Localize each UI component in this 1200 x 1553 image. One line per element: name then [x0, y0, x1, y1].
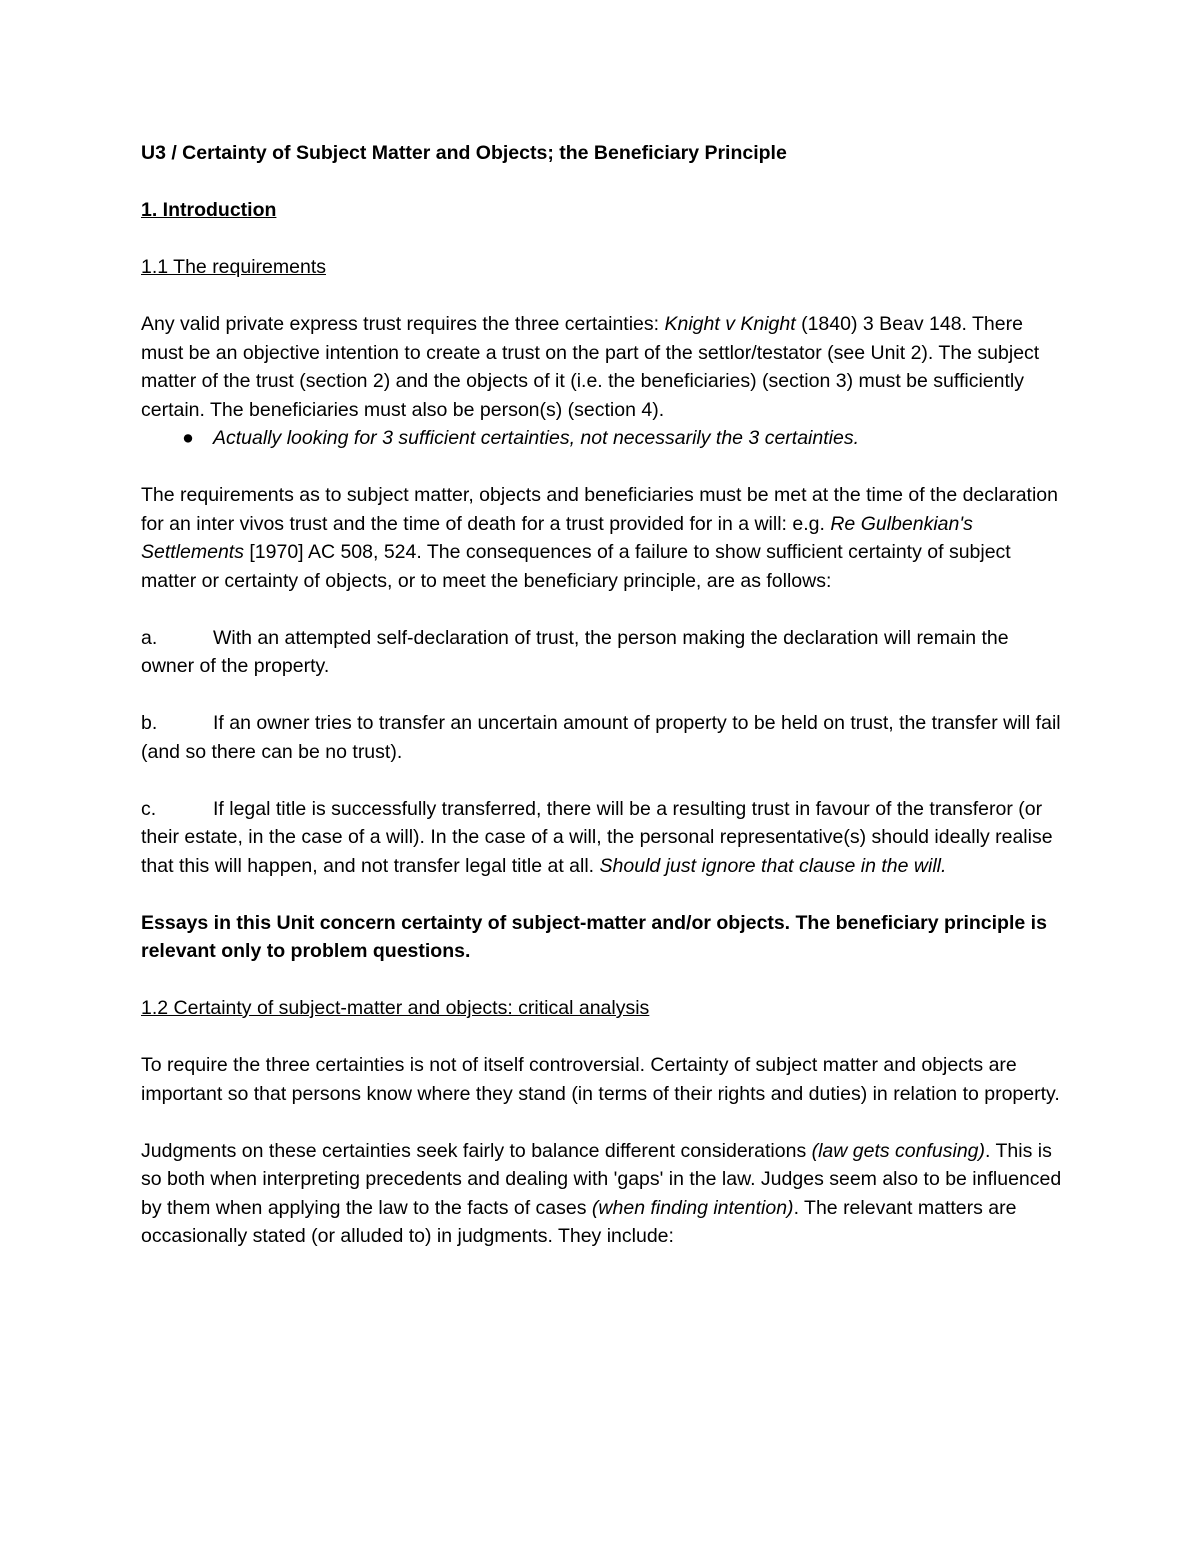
text-run: (1840) 3 Beav 148. There must be an objective intention to create a trust on the part of the settlor/testator (see Unit 2). The subject matter of the trust (section 2) and the objects of it (i.e. the beneficiaries) (section 3) must be sufficiently certain. The beneficiaries must also be person(s) (section 4). — [141, 313, 1040, 421]
text-run: [1970] AC 508, 524. The consequences of a failure to show sufficient certainty of subject matter or certainty of objects, or to meet the beneficiary principle, are as follows: — [141, 541, 1011, 592]
bullet-marker: ● — [182, 427, 194, 449]
text-run: Any valid private express trust requires the three certainties: — [141, 313, 665, 335]
spacer — [141, 225, 1066, 254]
text-run: Judgments on these certainties seek fairly to balance different considerations — [141, 1139, 812, 1162]
list-text: If an owner tries to transfer an uncertain amount of property to be held on trust, the transfer will fail (and so there can be no trust). — [141, 712, 1061, 763]
text-run: The requirements as to subject matter, objects and beneficiaries must be met at the time of the declaration for an inter vivos trust and the time of death for a trust provided for in a will: e.g. — [141, 484, 1058, 535]
list-letter: a. — [141, 626, 158, 649]
section-1-heading: 1. Introduction — [141, 199, 277, 221]
spacer — [141, 880, 1066, 909]
spacer — [141, 1108, 1066, 1137]
subsection-1-1-heading: 1.1 The requirements — [141, 256, 326, 278]
list-letter: c. — [141, 797, 157, 820]
spacer — [141, 168, 1066, 197]
spacer — [141, 595, 1066, 624]
list-item-a — [141, 624, 1066, 681]
timing-paragraph — [141, 481, 1066, 595]
requirements-paragraph — [141, 310, 1066, 424]
spacer — [141, 766, 1066, 795]
list-text: If legal title is successfully transferred, there will be a resulting trust in favour of the transferor (or their estate, in the case of a will). In the case of a will, the personal representative(s) should ideally realise that this will happen, and not transfer legal title at all. — [141, 797, 1053, 877]
list-item-b — [141, 709, 1066, 766]
essay-note: Essays in this Unit concern certainty of subject-matter and/or objects. The beneficiary principle is relevant only to problem questions. — [141, 911, 1047, 962]
analysis-paragraph-2 — [141, 1137, 1066, 1251]
list-text: With an attempted self-declaration of trust, the person making the declaration will remain the owner of the property. — [141, 626, 1009, 677]
spacer — [141, 453, 1066, 482]
analysis-paragraph-1: To require the three certainties is not of itself controversial. Certainty of subject matter and objects are important so that persons know where they stand (in terms of their rights and duties) in relation to property. — [141, 1054, 1060, 1105]
bullet-text: Actually looking for 3 sufficient certainties, not necessarily the 3 certainties. — [213, 427, 859, 449]
subsection-1-2-heading: 1.2 Certainty of subject-matter and objects: critical analysis — [141, 997, 650, 1019]
bullet-item — [141, 424, 1066, 453]
annotation-note: (when finding intention) — [591, 1196, 794, 1219]
text-run: . The relevant matters are occasionally stated (or alluded to) in judgments. They include: — [141, 1196, 1017, 1247]
list-letter: b. — [141, 712, 158, 734]
case-name: Re Gulbenkian's Settlements — [141, 512, 973, 563]
document-page — [141, 139, 1066, 1251]
document-title: U3 / Certainty of Subject Matter and Objects; the Beneficiary Principle — [141, 142, 787, 164]
case-name: Knight v Knight — [664, 313, 796, 335]
spacer — [141, 966, 1066, 995]
annotation-note: (law gets confusing) — [811, 1139, 986, 1162]
spacer — [141, 282, 1066, 311]
spacer — [141, 1023, 1066, 1052]
list-item-c — [141, 795, 1066, 881]
spacer — [141, 681, 1066, 710]
text-run: . This is so both when interpreting precedents and dealing with 'gaps' in the law. Judges seem also to be influenced by them when applying the law to the facts of cases — [141, 1139, 1062, 1219]
annotation-note: Should just ignore that clause in the will. — [599, 854, 947, 877]
